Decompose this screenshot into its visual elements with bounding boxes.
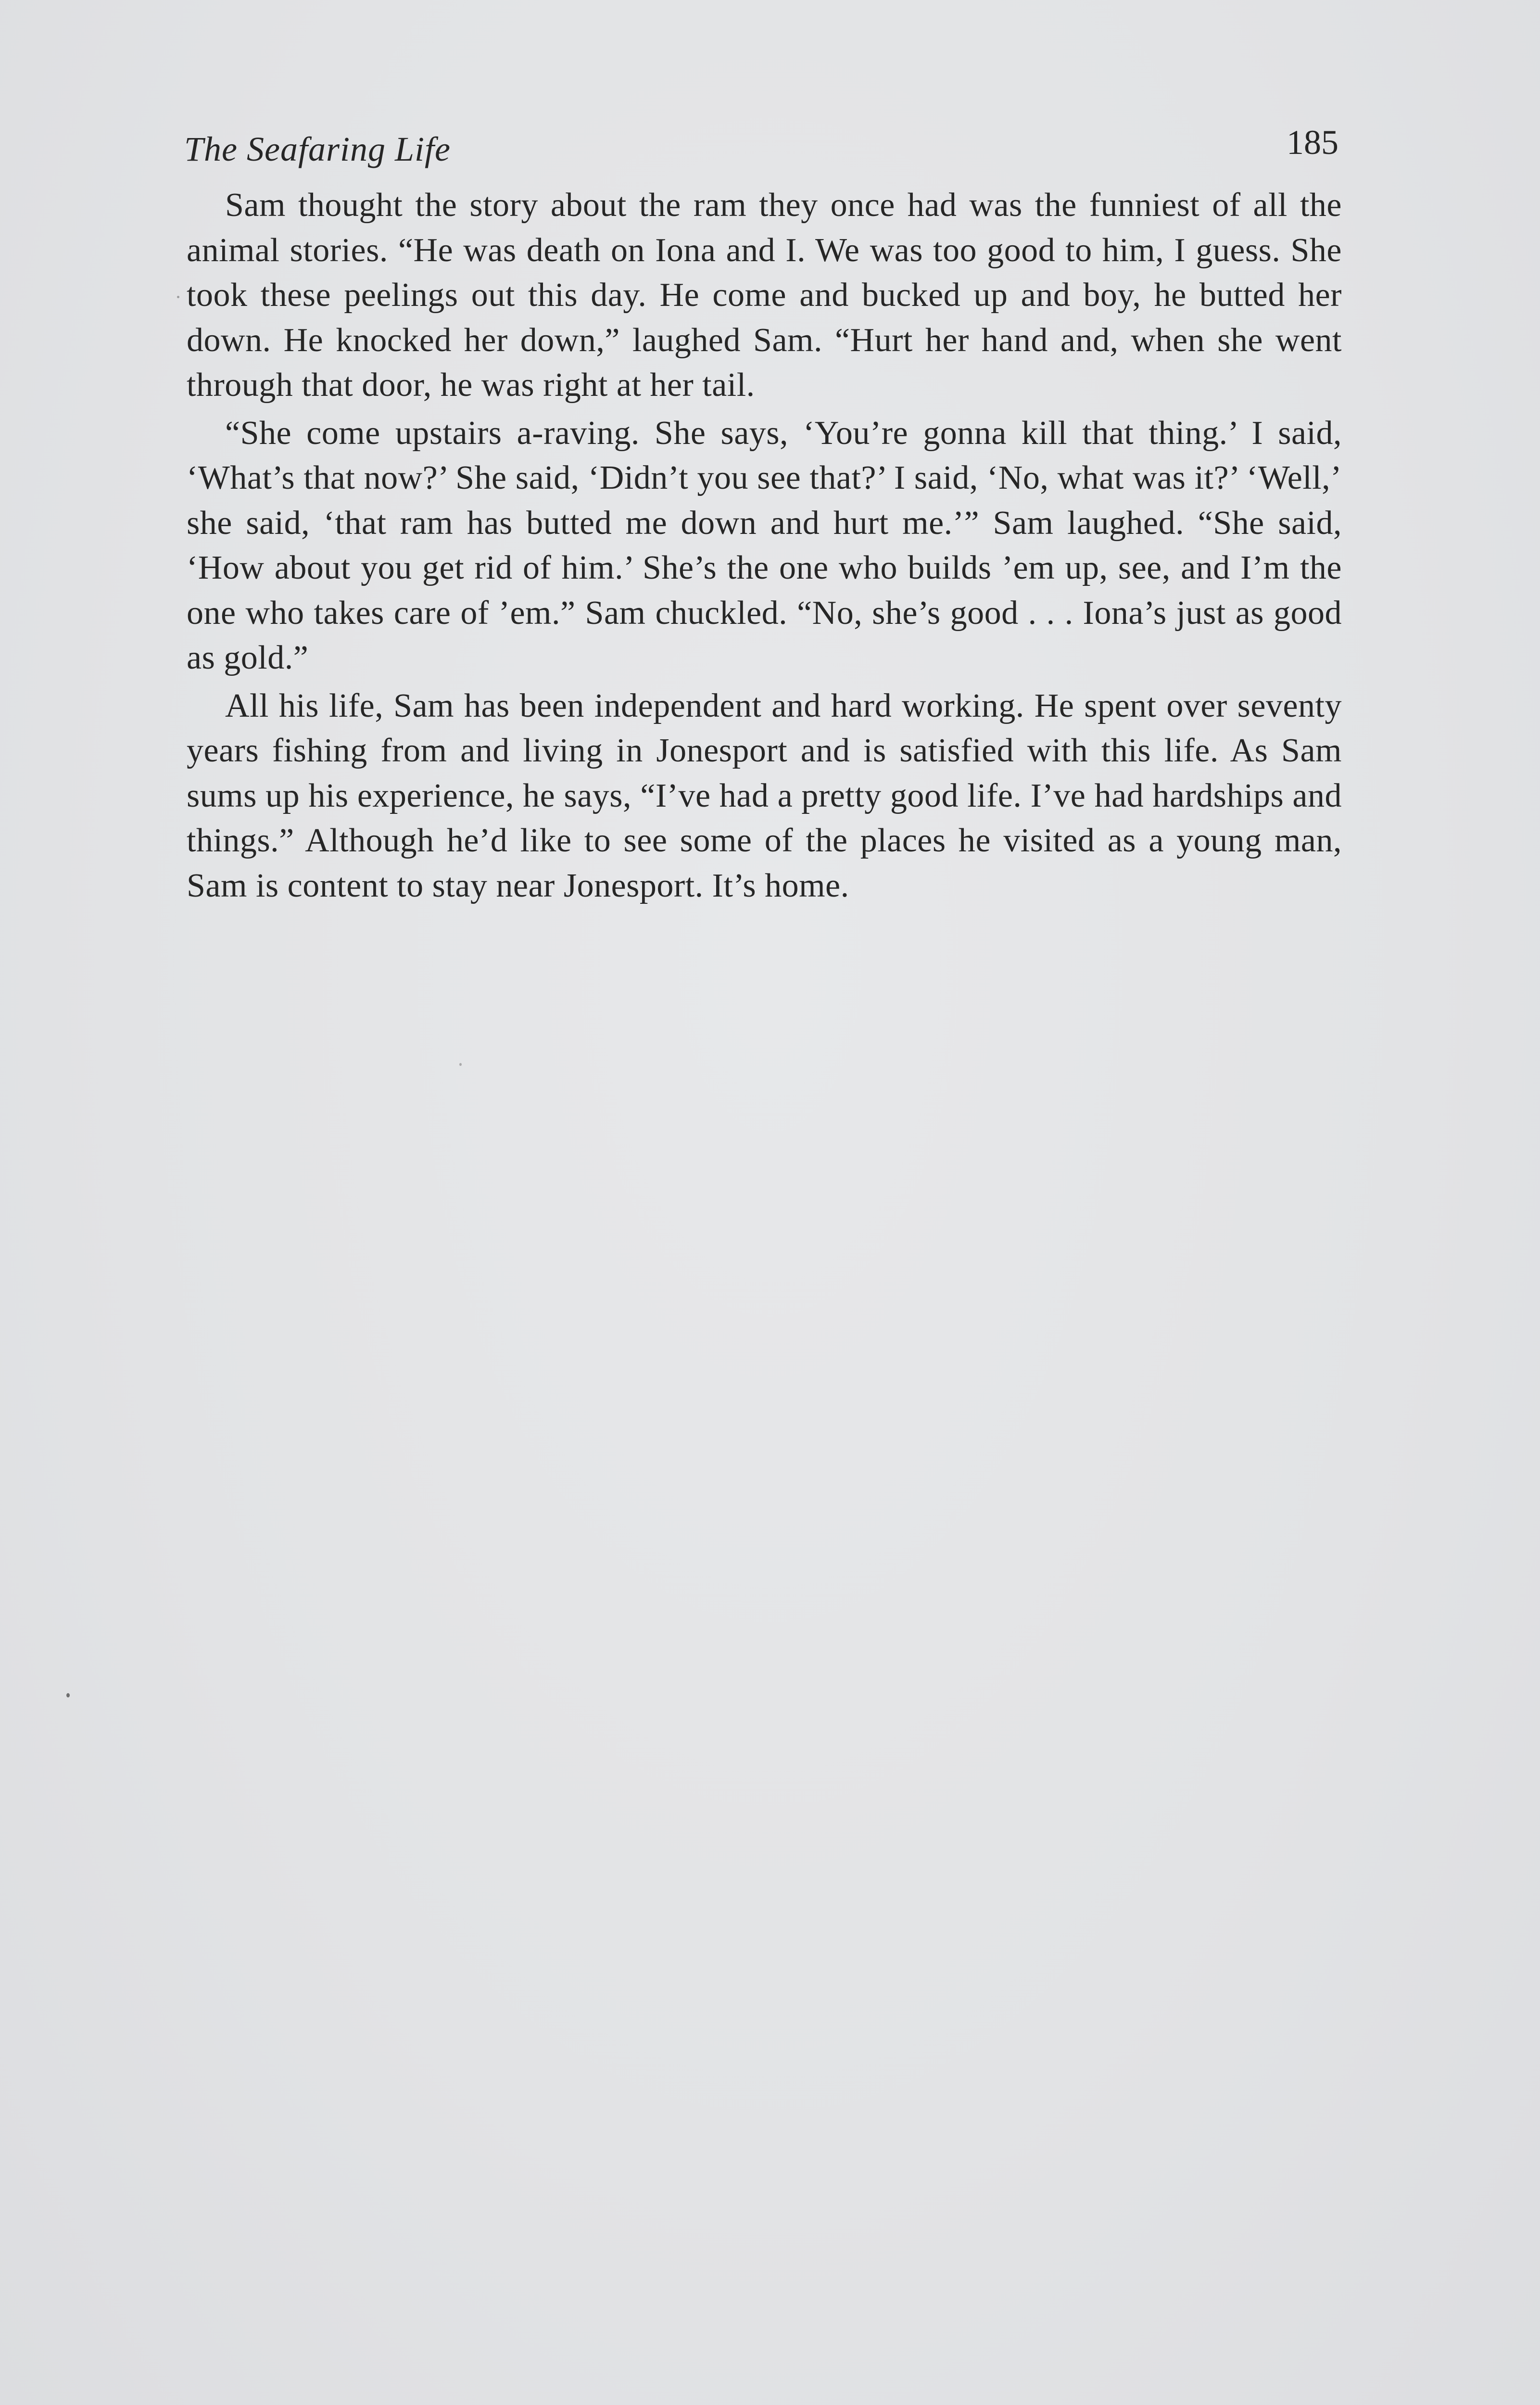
page-number: 185 bbox=[1287, 123, 1338, 162]
paper-speck bbox=[177, 296, 179, 298]
paper-speck bbox=[66, 1693, 70, 1697]
paper-speck bbox=[459, 1063, 462, 1066]
paragraph-2: “She come upstairs a-raving. She says, ‘You’re gonna kill that thing.’ I said, ‘What’s that now?’ She said, ‘Didn’t you see that?’ I said, ‘No, what was it?’ ‘Well,’ she said, ‘that ram has butted me down and hurt me.’” Sam laughed. “She said, ‘How about you get rid of him.’ She’s the one who builds ’em up, see, and I’m the one who takes care of ’em.” Sam chuckled. “No, she’s good . . . Iona’s just as good as gold.” bbox=[187, 414, 1342, 676]
body-text bbox=[187, 183, 1342, 908]
paragraph-3: All his life, Sam has been independent and hard working. He spent over seventy years fishing from and living in Jonesport and is satisfied with this life. As Sam sums up his experience, he says, “I’ve had a pretty good life. I’ve had hardships and things.” Although he’d like to see some of the places he visited as a young man, Sam is content to stay near Jonesport. It’s home. bbox=[187, 687, 1342, 904]
paragraph-1: Sam thought the story about the ram they once had was the funniest of all the animal stories. “He was death on Iona and I. We was too good to him, I guess. She took these peelings out this day. He come and bucked up and boy, he butted her down. He knocked her down,” laughed Sam. “Hurt her hand and, when she went through that door, he was right at her tail. bbox=[187, 187, 1342, 404]
running-title: The Seafaring Life bbox=[184, 130, 451, 168]
page-header bbox=[184, 123, 1338, 180]
